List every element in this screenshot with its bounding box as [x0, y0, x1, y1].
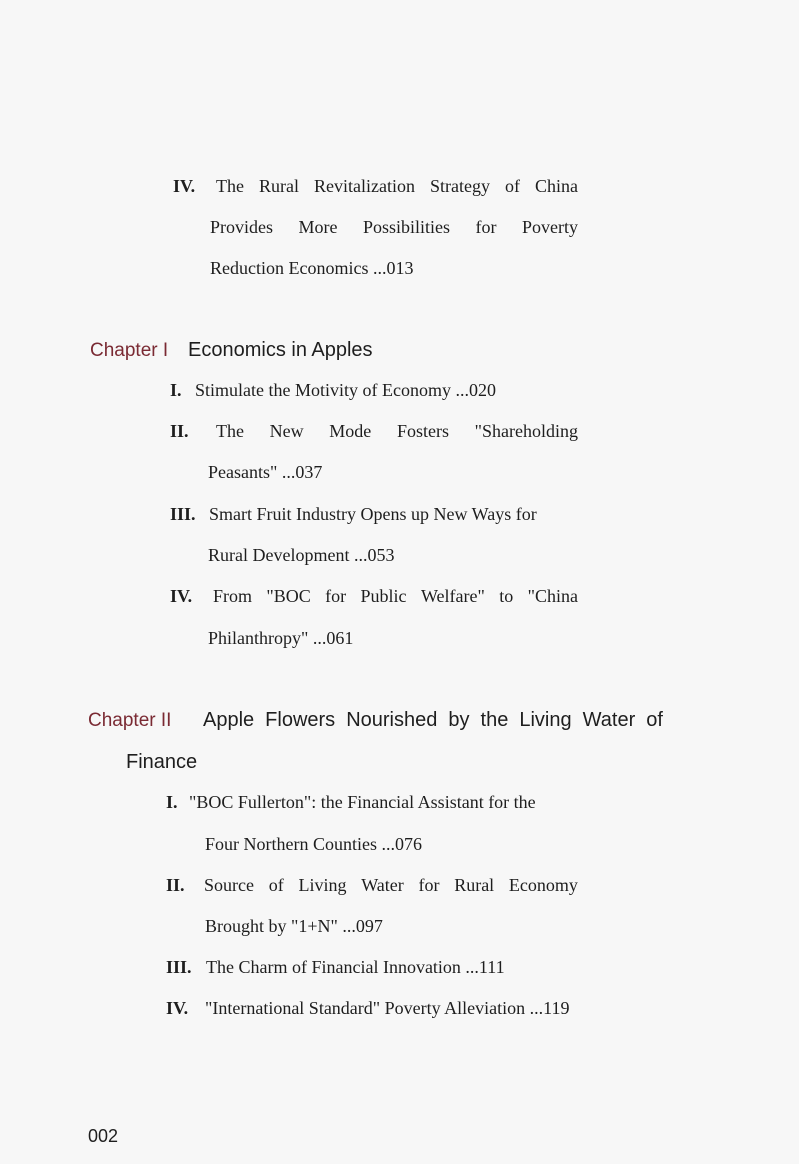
- page-number: 002: [88, 1126, 119, 1146]
- word: by: [448, 709, 470, 731]
- word: Poverty: [521, 217, 578, 237]
- chapter-title: [203, 709, 663, 732]
- word: Nourished: [346, 709, 438, 731]
- word: "China: [527, 586, 578, 606]
- word: Rural: [454, 875, 495, 895]
- toc-entry-line: Smart Fruit Industry Opens up New Ways for: [209, 504, 537, 524]
- entry-numeral: II.: [170, 421, 189, 441]
- word: for: [418, 875, 440, 895]
- entry-numeral: I.: [170, 380, 182, 400]
- toc-entry-line: [204, 875, 578, 896]
- entry-numeral: IV.: [173, 176, 196, 196]
- entry-numeral: III.: [166, 957, 192, 977]
- toc-entry-line: Stimulate the Motivity of Economy ...020: [195, 380, 496, 400]
- word: Apple: [203, 709, 255, 731]
- word: Flowers: [265, 709, 336, 731]
- toc-entry-line: Reduction Economics ...013: [210, 258, 414, 278]
- entry-numeral: IV.: [170, 586, 193, 606]
- toc-entry-line: Brought by "1+N" ...097: [205, 916, 383, 936]
- word: Mode: [329, 421, 372, 441]
- toc-entry-line: [210, 217, 578, 238]
- toc-entry-line: [213, 586, 578, 607]
- entry-numeral: I.: [166, 792, 178, 812]
- word: of: [268, 875, 284, 895]
- chapter-title: Economics in Apples: [188, 339, 373, 361]
- word: Revitalization: [313, 176, 415, 196]
- toc-entry-line: Philanthropy" ...061: [208, 628, 354, 648]
- word: The: [216, 421, 244, 441]
- word: "Shareholding: [474, 421, 578, 441]
- word: to: [499, 586, 514, 606]
- word: Rural: [258, 176, 299, 196]
- word: Possibilities: [362, 217, 450, 237]
- toc-entry-line: Four Northern Counties ...076: [205, 834, 422, 854]
- word: Living: [519, 709, 572, 731]
- chapter-title-continued: Finance: [126, 751, 198, 773]
- toc-entry-line: "International Standard" Poverty Alleviation ...119: [205, 998, 570, 1018]
- word: Fosters: [396, 421, 449, 441]
- toc-entry-line: [216, 176, 578, 197]
- word: "BOC: [266, 586, 311, 606]
- word: The: [216, 176, 244, 196]
- toc-entry-line: [216, 421, 578, 442]
- word: for: [475, 217, 497, 237]
- word: Welfare": [420, 586, 485, 606]
- word: China: [534, 176, 578, 196]
- word: New: [269, 421, 304, 441]
- word: Public: [360, 586, 407, 606]
- word: Strategy: [429, 176, 490, 196]
- toc-entry-line: Rural Development ...053: [208, 545, 395, 565]
- word: Living: [298, 875, 347, 895]
- entry-numeral: II.: [166, 875, 185, 895]
- entry-numeral: III.: [170, 504, 196, 524]
- toc-entry-line: The Charm of Financial Innovation ...111: [206, 957, 505, 977]
- word: Source: [204, 875, 254, 895]
- chapter-label: Chapter I: [90, 340, 169, 361]
- word: From: [213, 586, 253, 606]
- word: of: [646, 709, 663, 731]
- word: Water: [361, 875, 404, 895]
- word: of: [504, 176, 520, 196]
- word: Economy: [508, 875, 578, 895]
- word: More: [298, 217, 338, 237]
- word: for: [325, 586, 347, 606]
- word: Provides: [210, 217, 273, 237]
- entry-numeral: IV.: [166, 998, 189, 1018]
- word: the: [480, 709, 509, 731]
- toc-entry-line: Peasants" ...037: [208, 462, 323, 482]
- chapter-label: Chapter II: [88, 710, 172, 731]
- toc-entry-line: "BOC Fullerton": the Financial Assistant for the: [189, 792, 536, 812]
- word: Water: [582, 709, 636, 731]
